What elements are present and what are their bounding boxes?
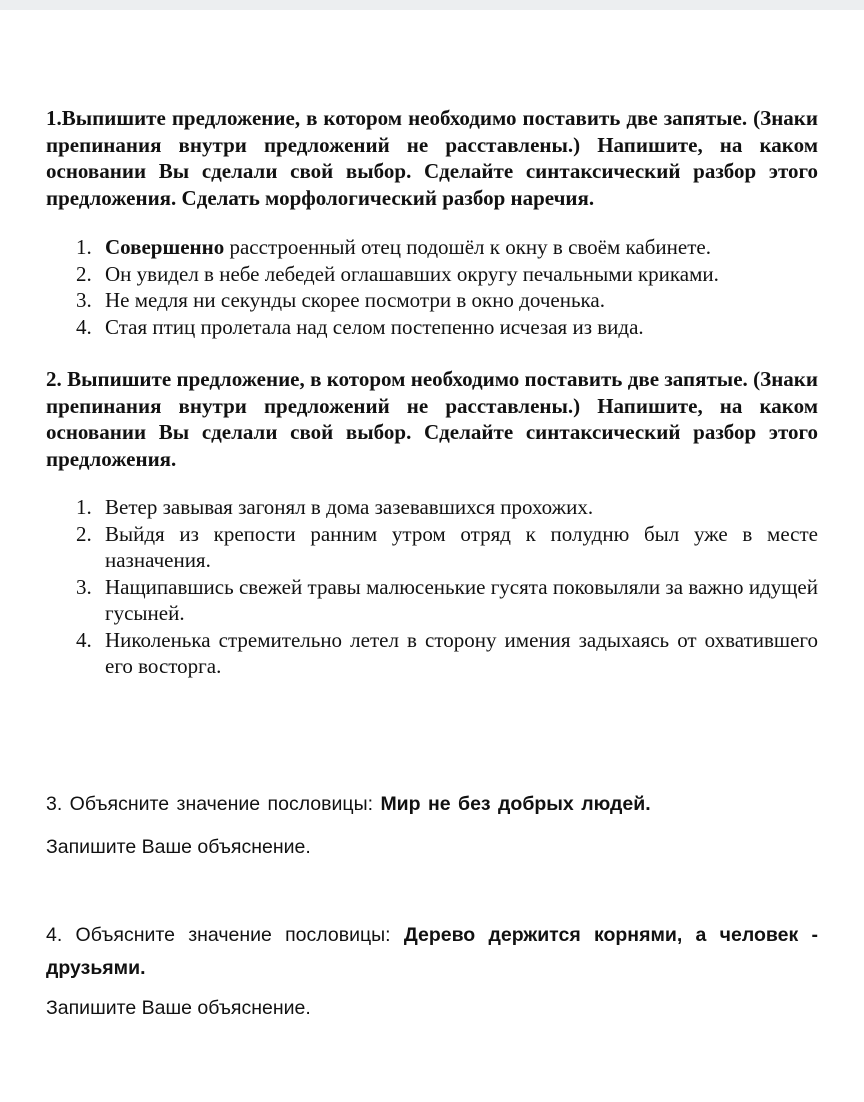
list-text: Не медля ни секунды скорее посмотри в окно доченька. bbox=[105, 288, 605, 312]
list-item bbox=[0, 314, 818, 341]
list-item bbox=[0, 494, 818, 521]
list-number: 2. bbox=[76, 521, 92, 546]
task2-heading: 2. Выпишите предложение, в котором необходимо поставить две запятые. (Знаки препинания внутри предложений не расставлены.) Напишите, на каком основании Вы сделали свой выбор. Сделайте синтаксический разбор этого предложения. bbox=[46, 367, 818, 471]
list-item bbox=[0, 261, 818, 288]
list-text: Николенька стремительно летел в сторону имения задыхаясь от охватившего его восторга. bbox=[105, 627, 818, 678]
task4-proverb: Дерево держится корнями, а человек - друзьями. bbox=[46, 924, 818, 979]
list-text: Стая птиц пролетала над селом постепенно исчезая из вида. bbox=[105, 314, 644, 339]
task1-heading: 1.Выпишите предложение, в котором необходимо поставить две запятые. (Знаки препинания внутри предложений не расставлены.) Напишите, на каком основании Вы сделали свой выбор. Сделайте синтаксический разбор этого предложения. Сделать морфологический разбор наречия. bbox=[46, 106, 818, 210]
task3-proverb: Мир не без добрых людей. bbox=[380, 793, 651, 815]
list-item bbox=[0, 521, 818, 574]
list-text: Он увидел в небе лебедей оглашавших округу печальными криками. bbox=[105, 261, 719, 286]
list-text: Нащипавшись свежей травы малюсенькие гусята поковыляли за важно идущей гусыней. bbox=[105, 574, 818, 625]
task2-list bbox=[0, 494, 818, 680]
task4-prefix: 4. Объясните значение пословицы: bbox=[46, 924, 404, 946]
bold-word: Совершенно bbox=[105, 235, 225, 259]
list-number: 2. bbox=[76, 261, 92, 286]
task3-prefix: 3. Объясните значение пословицы: bbox=[46, 793, 381, 815]
task1-list bbox=[0, 234, 818, 340]
list-text: Ветер завывая загонял в дома зазевавшихся прохожих. bbox=[105, 495, 594, 519]
list-number: 1. bbox=[76, 495, 92, 519]
list-number: 3. bbox=[76, 574, 92, 599]
list-item bbox=[0, 574, 818, 627]
list-text: расстроенный отец подошёл к окну в своём кабинете. bbox=[224, 235, 711, 259]
task4-instruction: Запишите Ваше объяснение. bbox=[46, 997, 311, 1019]
task3-question bbox=[46, 788, 818, 821]
task3-instruction: Запишите Ваше объяснение. bbox=[46, 836, 311, 858]
list-number: 4. bbox=[76, 314, 92, 339]
list-number: 1. bbox=[76, 235, 92, 259]
list-item bbox=[0, 627, 818, 680]
task4-question bbox=[46, 919, 818, 985]
list-text: Выйдя из крепости ранним утром отряд к полудню был уже в месте назначения. bbox=[105, 521, 818, 572]
list-number: 4. bbox=[76, 627, 92, 652]
list-item bbox=[0, 234, 818, 261]
list-item bbox=[0, 287, 818, 314]
list-number: 3. bbox=[76, 288, 92, 312]
